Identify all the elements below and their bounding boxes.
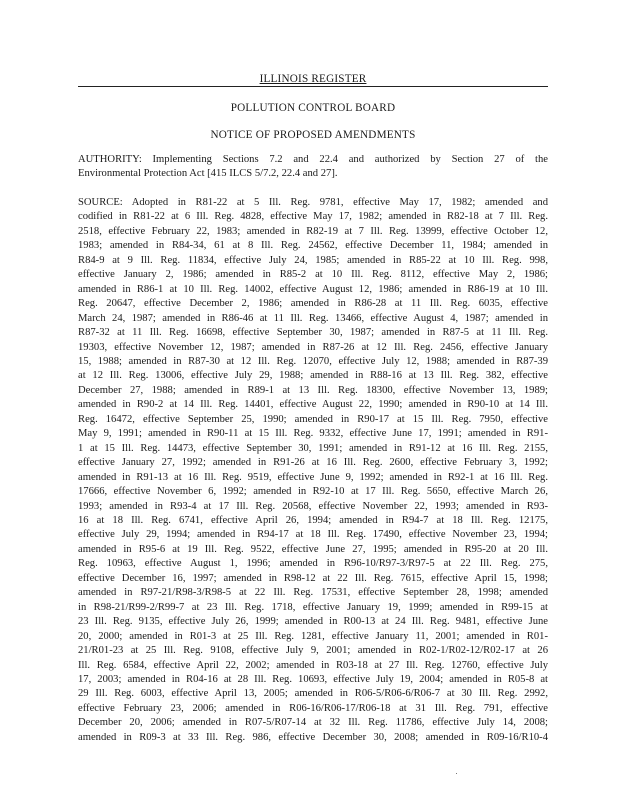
source-line: 19303, effective November 12, 1987; amended in R87-26 at 12 Ill. Reg. 2456, effective January [78,341,548,353]
source-line: amended in R90-2 at 14 Ill. Reg. 14401, effective August 22, 1990; amended in R90-10 at 14 Ill. [78,399,548,411]
source-line: R84-9 at 9 Ill. Reg. 11834, effective July 24, 1985; amended in R85-22 at 10 Ill. Reg. 998, [78,254,548,266]
source-line: December 20, 2006; amended in R07-5/R07-14 at 32 Ill. Reg. 11786, effective July 14, 2008; [78,717,548,729]
source-line: Reg. 10963, effective August 1, 1996; amended in R96-10/R97-3/R97-5 at 22 Ill. Reg. 275, [78,558,548,570]
header-rule [78,86,548,87]
source-line: amended in R86-1 at 10 Ill. Reg. 14002, effective August 12, 1986; amended in R86-19 at 10 Ill. [78,283,548,295]
scan-speck [456,773,457,774]
source-line: amended in R95-6 at 19 Ill. Reg. 9522, effective June 27, 1995; amended in R95-20 at 20 Ill. [78,543,548,555]
authority-line: Environmental Protection Act [415 ILCS 5/7.2, 22.4 and 27]. [78,168,338,180]
source-line: 29 Ill. Reg. 6003, effective April 13, 2005; amended in R06-5/R06-6/R06-7 at 30 Ill. Reg. 2992, [78,688,548,700]
source-line: 21/R01-23 at 25 Ill. Reg. 9108, effective July 9, 2001; amended in R02-1/R02-12/R02-17 at 26 [78,645,548,657]
source-line: 23 Ill. Reg. 9135, effective July 26, 1999; amended in R00-13 at 24 Ill. Reg. 9481, effective June [78,616,548,628]
source-line: effective January 2, 1986; amended in R85-2 at 10 Ill. Reg. 8112, effective May 2, 1986; [78,269,548,281]
source-line: 16 at 18 Ill. Reg. 6741, effective April 26, 1994; amended in R94-7 at 18 Ill. Reg. 12175, [78,514,548,526]
source-line: Reg. 16472, effective September 25, 1990; amended in R90-17 at 15 Ill. Reg. 7950, effective [78,413,548,425]
source-line: Ill. Reg. 6584, effective April 22, 2002; amended in R03-18 at 27 Ill. Reg. 12760, effective July [78,659,548,671]
source-paragraph [78,196,548,745]
source-line: R87-32 at 11 Ill. Reg. 16698, effective September 30, 1987; amended in R87-5 at 11 Ill. Reg. [78,327,548,339]
source-line: 1983; amended in R84-34, 61 at 8 Ill. Reg. 24562, effective December 11, 1984; amended in [78,240,548,252]
source-line: effective January 27, 1992; amended in R91-26 at 16 Ill. Reg. 2600, effective February 3, 1992; [78,457,548,469]
source-line: SOURCE: Adopted in R81-22 at 5 Ill. Reg. 9781, effective May 17, 1982; amended and [78,197,548,208]
source-line: at 12 Ill. Reg. 13006, effective July 29, 1988; amended in R88-16 at 13 Ill. Reg. 382, effective [78,370,548,382]
board-name: POLLUTION CONTROL BOARD [230,102,396,114]
source-line: December 27, 1988; amended in R89-1 at 13 Ill. Reg. 18300, effective November 13, 1989; [78,384,548,396]
source-line: amended in R09-3 at 33 Ill. Reg. 986, effective December 30, 2008; amended in R09-16/R10-4 [78,731,548,743]
authority-paragraph [78,153,548,182]
source-line: 17666, effective November 6, 1992; amended in R92-10 at 17 Ill. Reg. 5650, effective March 26, [78,486,548,498]
source-line: amended in R91-13 at 16 Ill. Reg. 9519, effective June 9, 1992; amended in R92-1 at 16 Ill. Reg. [78,471,548,483]
source-line: in R98-21/R99-2/R99-7 at 23 Ill. Reg. 1718, effective January 19, 1999; amended in R99-15 at [78,601,548,613]
source-line: Reg. 20647, effective December 2, 1986; amended in R86-28 at 11 Ill. Reg. 6035, effective [78,298,548,310]
source-line: amended in R97-21/R98-3/R98-5 at 22 Ill. Reg. 17531, effective September 28, 1998; amended [78,587,548,599]
source-line: March 24, 1987; amended in R86-46 at 11 Ill. Reg. 13466, effective August 4, 1987; amended in [78,312,548,324]
source-line: 15, 1988; amended in R87-30 at 12 Ill. Reg. 12070, effective July 12, 1988; amended in R87-39 [78,355,548,367]
source-line: 2518, effective February 22, 1983; amended in R82-19 at 7 Ill. Reg. 13999, effective October 12, [78,225,548,237]
source-line: 20, 2000; amended in R01-3 at 25 Ill. Reg. 1281, effective January 11, 2001; amended in R01- [78,630,548,642]
source-line: effective July 29, 1994; amended in R94-17 at 18 Ill. Reg. 17490, effective November 23, 1994; [78,529,548,541]
source-line: effective December 16, 1997; amended in R98-12 at 22 Ill. Reg. 7615, effective April 15, 1998; [78,572,548,584]
source-line: 1 at 15 Ill. Reg. 14473, effective September 30, 1991; amended in R91-12 at 16 Ill. Reg. 2155, [78,442,548,454]
notice-title: NOTICE OF PROPOSED AMENDMENTS [210,129,416,141]
source-line: 1993; amended in R93-4 at 17 Ill. Reg. 20568, effective November 22, 1993; amended in R93- [78,500,548,512]
register-title: ILLINOIS REGISTER [259,73,367,85]
source-line: 17, 2003; amended in R04-16 at 28 Ill. Reg. 10693, effective July 19, 2004; amended in R05-8 at [78,673,548,685]
authority-line: AUTHORITY: Implementing Sections 7.2 and 22.4 and authorized by Section 27 of the [78,154,548,165]
source-line: codified in R81-22 at 6 Ill. Reg. 4828, effective May 17, 1982; amended in R82-18 at 7 Ill. Reg. [78,211,548,223]
source-line: May 9, 1991; amended in R90-11 at 15 Ill. Reg. 9332, effective June 17, 1991; amended in R91- [78,428,548,440]
source-line: effective February 23, 2006; amended in R06-16/R06-17/R06-18 at 31 Ill. Reg. 791, effective [78,702,548,714]
